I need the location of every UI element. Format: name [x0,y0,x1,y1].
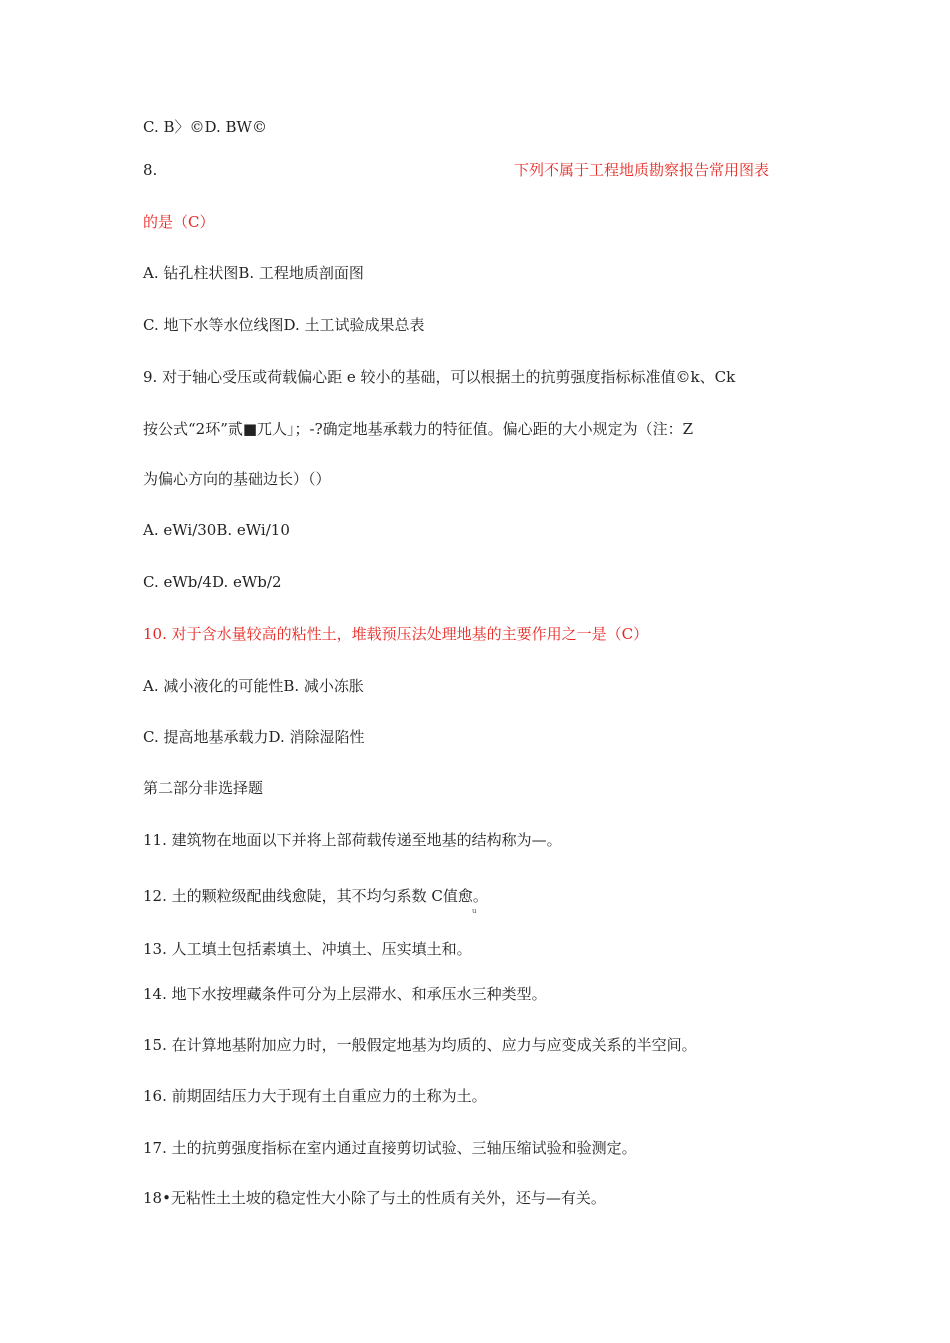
q16-fill-blank: 16. 前期固结压力大于现有土自重应力的土称为土。 [143,1087,487,1105]
q8-number: 8. [143,161,158,179]
q8-options-cd: C. 地下水等水位线图D. 土工试验成果总表 [143,316,425,334]
q17-fill-blank: 17. 土的抗剪强度指标在室内通过直接剪切试验、三轴压缩试验和验测定。 [143,1139,637,1157]
q12-text-start: 12. 土的颗粒级配曲线愈陡，其不均匀系数 C [143,887,443,905]
q18-fill-blank: 18•无粘性土土坡的稳定性大小除了与土的性质有关外，还与—有关。 [143,1189,606,1207]
q12-fill-blank [143,886,488,906]
q10-question: 10. 对于含水量较高的粘性土，堆载预压法处理地基的主要作用之一是（C） [143,625,649,643]
q12-text-end: 值愈。 [442,887,488,905]
q7-options-cd: C. B〉©D. BW© [143,118,267,136]
q14-fill-blank: 14. 地下水按埋藏条件可分为上层滞水、和承压水三种类型。 [143,985,547,1003]
q8-options-ab: A. 钻孔柱状图B. 工程地质剖面图 [143,264,364,282]
q11-fill-blank: 11. 建筑物在地面以下并将上部荷载传递至地基的结构称为—。 [143,831,562,849]
q9-options-cd: C. eWb/4D. eWb/2 [143,573,282,591]
q13-fill-blank: 13. 人工填土包括素填土、冲填土、压实填土和。 [143,940,472,958]
q8-question-continuation: 的是（C） [143,213,215,231]
q9-options-ab: A. eWi/30B. eWi/10 [143,521,290,539]
q15-fill-blank: 15. 在计算地基附加应力时，一般假定地基为均质的、应力与应变成关系的半空间。 [143,1036,697,1054]
q10-options-cd: C. 提高地基承载力D. 消除湿陷性 [143,728,365,746]
q8-question-text: 下列不属于工程地质勘察报告常用图表 [514,161,770,179]
q10-options-ab: A. 减小液化的可能性B. 减小冻胀 [143,677,364,695]
section-heading-part2: 第二部分非选择题 [143,779,264,797]
q12-subscript-u: u [472,907,477,915]
q9-question-line1: 9. 对于轴心受压或荷载偏心距 e 较小的基础，可以根据土的抗剪强度指标标准值©k、Ck [143,368,736,386]
q9-question-line3: 为偏心方向的基础边长）（） [143,470,331,488]
q9-question-line2: 按公式“2环”贰■兀人」；-?确定地基承载力的特征值。偏心距的大小规定为（注：Z [143,420,694,438]
